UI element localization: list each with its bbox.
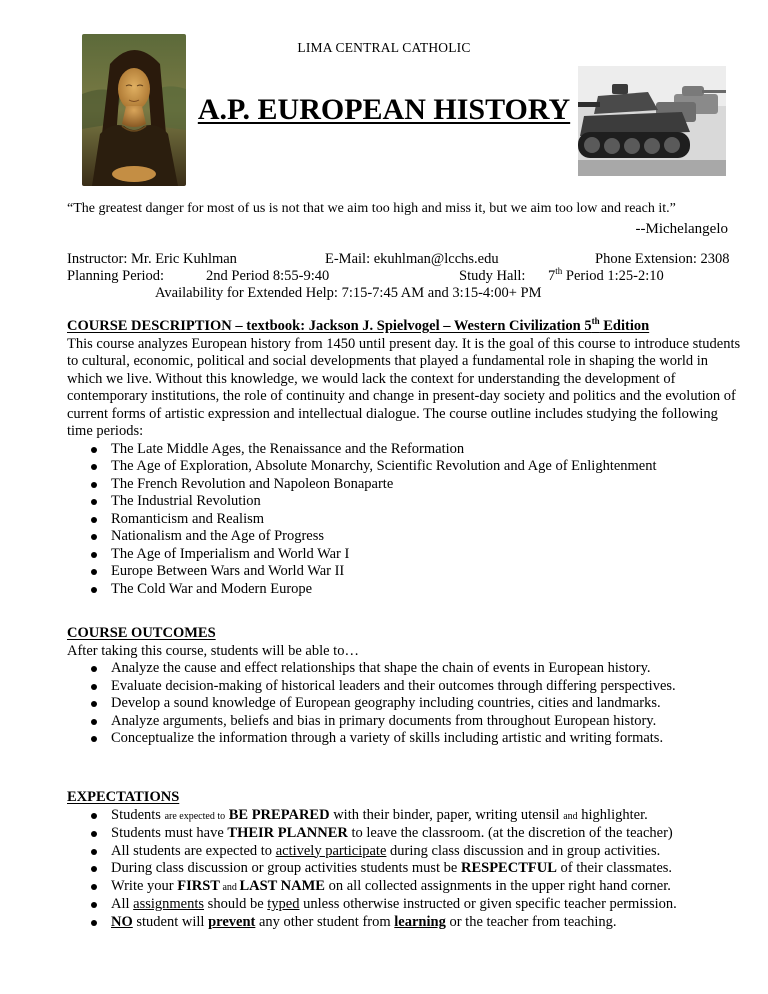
list-item <box>67 878 747 897</box>
emphasis: BE PREPARED <box>225 806 330 823</box>
text: student will <box>132 913 209 930</box>
expectations-heading: EXPECTATIONS <box>67 789 180 805</box>
text: should be <box>204 896 268 912</box>
text: and <box>219 881 240 893</box>
list-item <box>67 825 747 843</box>
instructor-email: E-Mail: ekuhlman@lcchs.edu <box>325 251 499 267</box>
list-item: Develop a sound knowledge of European geography including countries, cities and landmarks. <box>67 695 747 713</box>
list-item: Conceptualize the information through a variety of skills including artistic and writing formats. <box>67 730 747 748</box>
emphasis: FIRST <box>177 877 220 894</box>
emphasis: THEIR PLANNER <box>227 825 348 841</box>
text: All <box>111 896 134 912</box>
study-hall-num: 7 <box>548 268 556 284</box>
text: any other student from <box>255 913 395 930</box>
list-item <box>67 914 747 932</box>
emphasis: LAST NAME <box>239 877 325 894</box>
list-item <box>67 843 747 861</box>
emphasis: prevent <box>208 913 256 930</box>
list-item <box>67 860 747 878</box>
study-hall-time: Period 1:25-2:10 <box>562 268 664 284</box>
time-periods-list <box>67 441 747 599</box>
list-item: The Late Middle Ages, the Renaissance and the Reformation <box>67 441 747 459</box>
course-description-heading-end: Edition <box>599 318 650 334</box>
list-item: The Industrial Revolution <box>67 493 747 511</box>
school-name: LIMA CENTRAL CATHOLIC <box>297 40 471 55</box>
mona-lisa-image <box>82 34 186 186</box>
list-item <box>67 896 747 914</box>
quote-text: “The greatest danger for most of us is not that we aim too high and miss it, but we aim too low and reach it.” <box>67 201 676 216</box>
text: during class discussion and in group activities. <box>386 842 661 859</box>
list-item: Nationalism and the Age of Progress <box>67 528 747 546</box>
course-outcomes-heading: COURSE OUTCOMES <box>67 625 216 641</box>
course-description-section <box>67 318 747 598</box>
list-item: Romanticism and Realism <box>67 511 747 529</box>
course-description-heading-text: COURSE DESCRIPTION – textbook: Jackson J. Spielvogel – Western Civilization 5 <box>67 318 592 334</box>
list-item: The Age of Exploration, Absolute Monarchy, Scientific Revolution and Age of Enlightenment <box>67 458 747 476</box>
emphasis: NO <box>111 913 133 930</box>
course-outcomes-section <box>67 625 747 748</box>
text: Students <box>111 806 165 823</box>
course-description-paragraph: This course analyzes European history from 1450 until present day. It is the goal of this course to introduce students to cultural, economic, political and social developments that played a fundamental role in shaping the world in which we live. Without this knowledge, we would lack the context for understanding the development of contemporary institutions, the role of continuity and change in present-day society and politics and the evolution of current forms of artistic expression and intellectual dialogue. The course outline includes studying the following time periods: <box>67 335 741 439</box>
quote-author: --Michelangelo <box>635 221 728 237</box>
emphasis: RESPECTFUL <box>460 860 557 876</box>
text: highlighter. <box>577 806 648 823</box>
text: During class discussion or group activities students must be <box>111 860 461 876</box>
list-item: The Age of Imperialism and World War I <box>67 546 747 564</box>
underlined: assignments <box>133 896 205 912</box>
text: on all collected assignments in the upper right hand corner. <box>324 877 671 894</box>
text: or the teacher from teaching. <box>445 913 617 930</box>
text: Students must have <box>111 825 228 841</box>
planning-value: 2nd Period 8:55-9:40 <box>206 268 330 284</box>
course-title: A.P. EUROPEAN HISTORY <box>197 93 571 126</box>
course-description-heading <box>67 318 747 336</box>
instructor-name: Instructor: Mr. Eric Kuhlman <box>67 251 237 267</box>
phone-extension: Phone Extension: 2308 <box>595 251 730 267</box>
underlined: actively participate <box>275 842 387 859</box>
text: of their classmates. <box>556 860 673 876</box>
text: and <box>563 810 578 822</box>
text: unless otherwise instructed or given specific teacher permission. <box>299 896 677 912</box>
study-hall-sup: th <box>555 266 563 276</box>
text: All students are expected to <box>111 842 276 859</box>
course-description-heading-sup: th <box>591 316 600 326</box>
expectations-list <box>67 807 747 932</box>
tanks-image <box>578 66 726 176</box>
list-item <box>67 807 747 826</box>
list-item: Analyze the cause and effect relationships that shape the chain of events in European history. <box>67 660 747 678</box>
list-item: Analyze arguments, beliefs and bias in primary documents from throughout European history. <box>67 713 747 731</box>
text: are expected to <box>164 810 226 822</box>
outcomes-list <box>67 660 747 748</box>
text: with their binder, paper, writing utensil <box>329 806 564 823</box>
underlined: typed <box>267 896 300 912</box>
list-item: The French Revolution and Napoleon Bonaparte <box>67 476 747 494</box>
list-item: Europe Between Wars and World War II <box>67 563 747 581</box>
list-item: Evaluate decision-making of historical leaders and their outcomes through differing perspectives. <box>67 678 747 696</box>
list-item: The Cold War and Modern Europe <box>67 581 747 599</box>
text: Write your <box>111 877 178 894</box>
planning-label: Planning Period: <box>67 268 165 284</box>
study-hall-value <box>548 268 664 286</box>
expectations-section <box>67 789 747 931</box>
study-hall-label: Study Hall: <box>459 268 526 284</box>
text: to leave the classroom. (at the discretion of the teacher) <box>347 825 673 841</box>
course-outcomes-intro: After taking this course, students will be able to… <box>67 642 359 659</box>
availability: Availability for Extended Help: 7:15-7:45 AM and 3:15-4:00+ PM <box>155 285 542 301</box>
emphasis: learning <box>394 913 446 930</box>
